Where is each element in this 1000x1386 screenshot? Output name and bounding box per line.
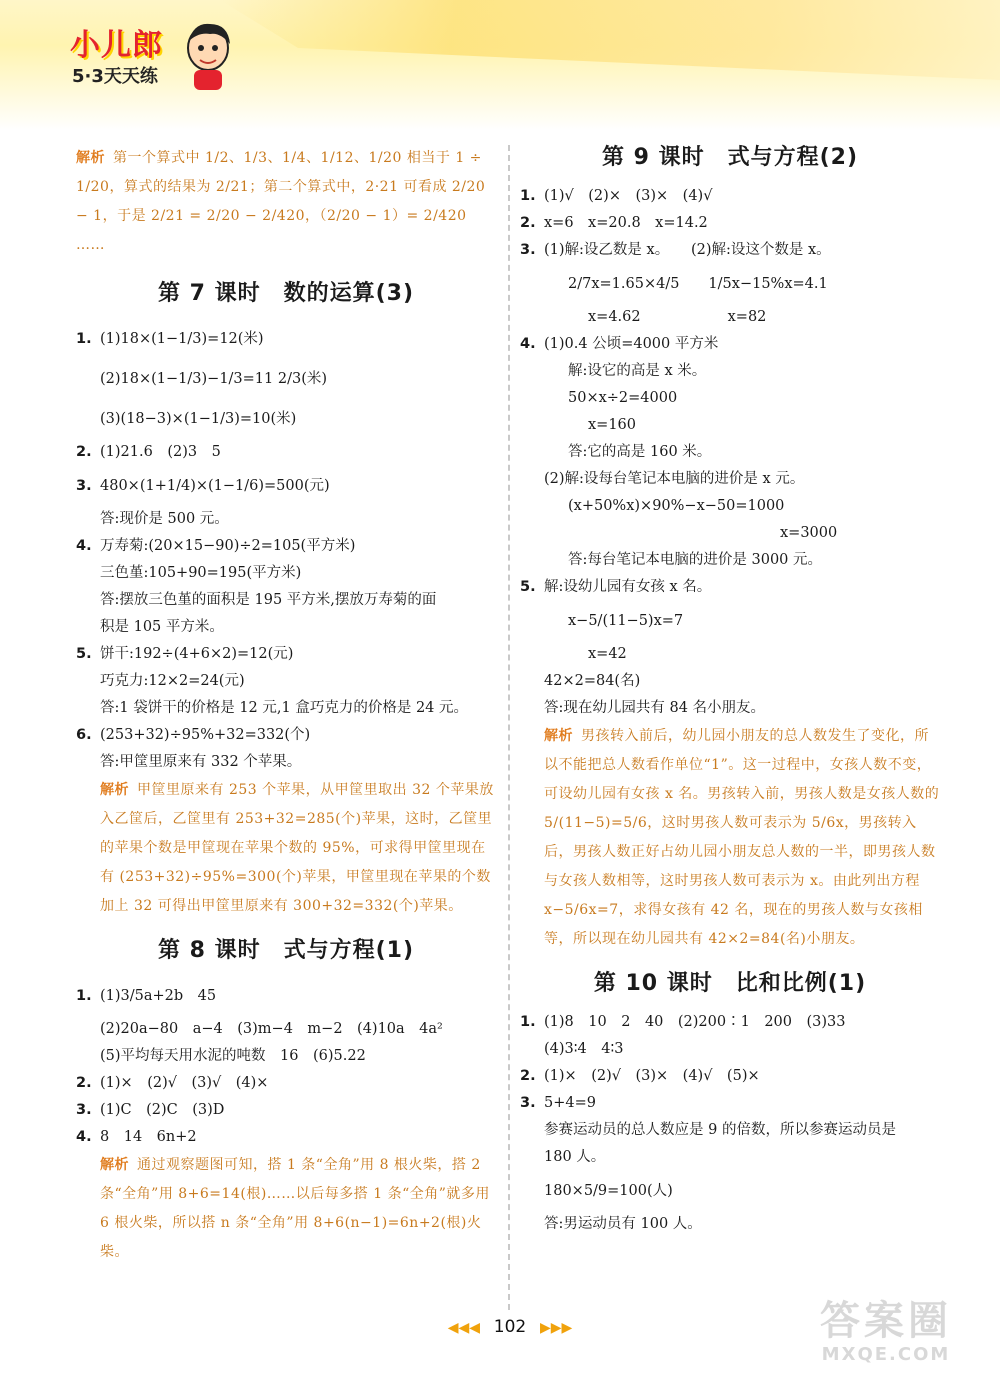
answer-line: 饼干:192÷(4+6×2)=12(元): [100, 646, 294, 662]
item-number: 2.: [520, 1068, 536, 1084]
answer-line: 答:甲筐里原来有 332 个苹果。: [100, 754, 302, 770]
lesson8-item-2: [76, 1070, 496, 1097]
answer-line: (1)C (2)C (3)D: [100, 1102, 225, 1118]
answer-line: (1)3/5a+2b 45: [100, 988, 217, 1004]
answer-line: 万寿菊:(20×15−90)÷2=105(平方米): [100, 538, 356, 554]
answer-line: 答:现在幼儿园共有 84 名小朋友。: [544, 700, 766, 716]
answer-line: 答:每台笔记本电脑的进价是 3000 元。: [568, 552, 823, 568]
answer-line: (2)18×(1−1/3)−1/3=11 2/3(米): [100, 371, 328, 387]
lesson10-item-1: [520, 1009, 940, 1063]
answer-line: (3)(18−3)×(1−1/3)=10(米): [100, 411, 297, 427]
item-number: 1.: [520, 1014, 536, 1030]
series-title: 5·3天天练: [72, 66, 158, 87]
answer-line: 50×x÷2=4000: [568, 390, 678, 406]
answer-line: x=3000: [780, 525, 838, 541]
answer-line: (1)8 10 2 40 (2)200∶1 200 (3)33: [544, 1014, 846, 1030]
answer-line: x−5/(11−5)x=7: [568, 613, 684, 629]
page-number: 102: [493, 1317, 527, 1337]
watermark: [786, 1298, 986, 1378]
watermark-logo: 答案圈: [820, 1298, 952, 1344]
item-number: 3.: [520, 242, 536, 258]
answer-line: (1)解:设乙数是 x。 (2)解:设这个数是 x。: [544, 242, 831, 258]
answer-line: (253+32)÷95%+32=332(个): [100, 727, 311, 743]
answer-line: (2)解:设每台笔记本电脑的进价是 x 元。: [544, 471, 805, 487]
answer-line: x=160: [588, 417, 637, 433]
lesson8-title: 第 8 课时 式与方程(1): [157, 938, 415, 963]
answer-line: (1)21.6 (2)3 5: [100, 444, 221, 460]
lesson7-item-1: [76, 319, 496, 439]
item-number: 6.: [76, 727, 92, 743]
answer-line: 180 人。: [544, 1149, 606, 1165]
answer-line: (1)√ (2)× (3)× (4)√: [544, 188, 713, 204]
answer-line: 参赛运动员的总人数应是 9 的倍数，所以参赛运动员是: [544, 1122, 896, 1138]
lesson8-item-1: [76, 976, 496, 1070]
item-number: 1.: [76, 988, 92, 1004]
prev-arrows-icon: ◀◀◀: [447, 1320, 481, 1336]
brand-title: 小儿郎: [70, 28, 163, 63]
analysis-label: 解析: [100, 1157, 129, 1173]
answer-line: (4)3∶4 4∶3: [544, 1041, 624, 1057]
answer-line: 巧克力:12×2=24(元): [100, 673, 245, 689]
answer-line: 三色堇:105+90=195(平方米): [100, 565, 302, 581]
analysis-label: 解析: [76, 150, 105, 166]
analysis-text: 甲筐里原来有 253 个苹果，从甲筐里取出 32 个苹果放入乙筐后，乙筐里有 253+32=285(个)苹果，这时，乙筐里的苹果个数是甲筐现在苹果个数的 95%，可求得甲筐里现在有 (253+32)÷95%=300(个)苹果，甲筐里现在苹果的个数加上 32 可得出甲筐里原来有 300+32=332(个)苹果。: [100, 782, 494, 914]
answer-line: x=42: [588, 646, 627, 662]
item-number: 3.: [76, 478, 92, 494]
answer-line: 8 14 6n+2: [100, 1129, 197, 1145]
item-number: 2.: [76, 444, 92, 460]
lesson7-item-3: [76, 466, 496, 533]
item-number: 3.: [76, 1102, 92, 1118]
lesson7-item-6: [76, 722, 496, 776]
answer-line: (1)× (2)√ (3)√ (4)×: [100, 1075, 269, 1091]
analysis-label: 解析: [100, 782, 129, 798]
lesson7-item-4: [76, 533, 496, 641]
answer-line: 答:摆放三色堇的面积是 195 平方米,摆放万寿菊的面: [100, 592, 437, 608]
lesson9-item-3: [520, 237, 940, 331]
item-number: 4.: [520, 336, 536, 352]
answer-line: (1)× (2)√ (3)× (4)√ (5)×: [544, 1068, 760, 1084]
answer-line: 解:设它的高是 x 米。: [568, 363, 707, 379]
item-number: 1.: [76, 331, 92, 347]
lesson8-item-3: [76, 1097, 496, 1124]
item-number: 5.: [76, 646, 92, 662]
answer-line: x=6 x=20.8 x=14.2: [544, 215, 708, 231]
left-column: [76, 140, 496, 1267]
item-number: 1.: [520, 188, 536, 204]
lesson9-item-4: [520, 331, 940, 574]
lesson9-analysis: [520, 722, 940, 954]
answer-line: 答:现价是 500 元。: [100, 511, 229, 527]
answer-line: 答:男运动员有 100 人。: [544, 1216, 702, 1232]
item-number: 3.: [520, 1095, 536, 1111]
lesson7-item-2: [76, 439, 496, 466]
analysis-label: 解析: [544, 728, 573, 744]
answer-line: 积是 105 平方米。: [100, 619, 224, 635]
item-number: 5.: [520, 579, 536, 595]
lesson9-item-1: [520, 183, 940, 210]
answer-line: 答:它的高是 160 米。: [568, 444, 712, 460]
item-number: 2.: [76, 1075, 92, 1091]
lesson9-title: 第 9 课时 式与方程(2): [601, 145, 859, 170]
analysis-text: 第一个算式中 1/2、1/3、1/4、1/12、1/20 相当于 1 ÷ 1/20，算式的结果为 2/21；第二个算式中，2·21 可看成 2/20 − 1，于是 2/21 = 2/20 − 2/420，（2/20 − 1）= 2/420 ……: [76, 150, 486, 253]
lesson7-item-5: [76, 641, 496, 722]
brand-logo: [60, 16, 240, 96]
answer-line: (x+50%x)×90%−x−50=1000: [568, 498, 785, 514]
lesson10-item-3: [520, 1090, 940, 1238]
page-footer: [430, 1316, 590, 1337]
watermark-url: MXQE.COM: [821, 1344, 951, 1365]
item-number: 4.: [76, 538, 92, 554]
lesson9-item-2: [520, 210, 940, 237]
item-number: 4.: [76, 1129, 92, 1145]
lesson7-analysis: [76, 776, 496, 921]
answer-line: 480×(1+1/4)×(1−1/6)=500(元): [100, 478, 330, 494]
answer-line: x=4.62 x=82: [588, 309, 767, 325]
answer-line: 解:设幼儿园有女孩 x 名。: [544, 579, 712, 595]
lesson9-item-5: [520, 574, 940, 722]
intro-analysis: [76, 144, 496, 260]
answer-line: (1)18×(1−1/3)=12(米): [100, 331, 264, 347]
analysis-text: 男孩转入前后，幼儿园小朋友的总人数发生了变化，所以不能把总人数看作单位“1”。这一过程中，女孩人数不变，可设幼儿园有女孩 x 名。男孩转入前，男孩人数是女孩人数的 5/(11−5)=5/6，这时男孩人数可表示为 5/6x，男孩转入后，男孩人数正好占幼儿园小朋友总人数的一半，即男孩人数与女孩人数相等，这时男孩人数可表示为 x。由此列出方程 x−5/6x=7，求得女孩有 42 名，现在的男孩人数与女孩相等，所以现在幼儿园共有 42×2=84(名)小朋友。: [544, 728, 940, 947]
lesson7-title: 第 7 课时 数的运算(3): [157, 281, 415, 306]
lesson10-item-2: [520, 1063, 940, 1090]
boy-mascot-icon: [180, 18, 236, 92]
answer-line: (1)0.4 公顷=4000 平方米: [544, 336, 719, 352]
lesson8-analysis: [76, 1151, 496, 1267]
item-number: 2.: [520, 215, 536, 231]
answer-line: (2)20a−80 a−4 (3)m−4 m−2 (4)10a 4a²: [100, 1021, 443, 1037]
analysis-text: 通过观察题图可知，搭 1 条“全角”用 8 根火柴，搭 2 条“全角”用 8+6=14(根)……以后每多搭 1 条“全角”就多用 6 根火柴，所以搭 n 条“全角”用 8+6(n−1)=6n+2(根)火柴。: [100, 1157, 490, 1260]
answer-line: (5)平均每天用水泥的吨数 16 (6)5.22: [100, 1048, 366, 1064]
right-column: [520, 140, 940, 1238]
lesson10-title: 第 10 课时 比和比例(1): [593, 971, 867, 996]
answer-line: 42×2=84(名): [544, 673, 641, 689]
next-arrows-icon: ▶▶▶: [539, 1320, 573, 1336]
column-divider: [508, 145, 510, 1310]
answer-line: 180×5/9=100(人): [544, 1183, 673, 1199]
answer-line: 5+4=9: [544, 1095, 596, 1111]
lesson8-item-4: [76, 1124, 496, 1151]
answer-line: 答:1 袋饼干的价格是 12 元,1 盒巧克力的价格是 24 元。: [100, 700, 468, 716]
answer-line: 2/7x=1.65×4/5 1/5x−15%x=4.1: [568, 276, 828, 292]
